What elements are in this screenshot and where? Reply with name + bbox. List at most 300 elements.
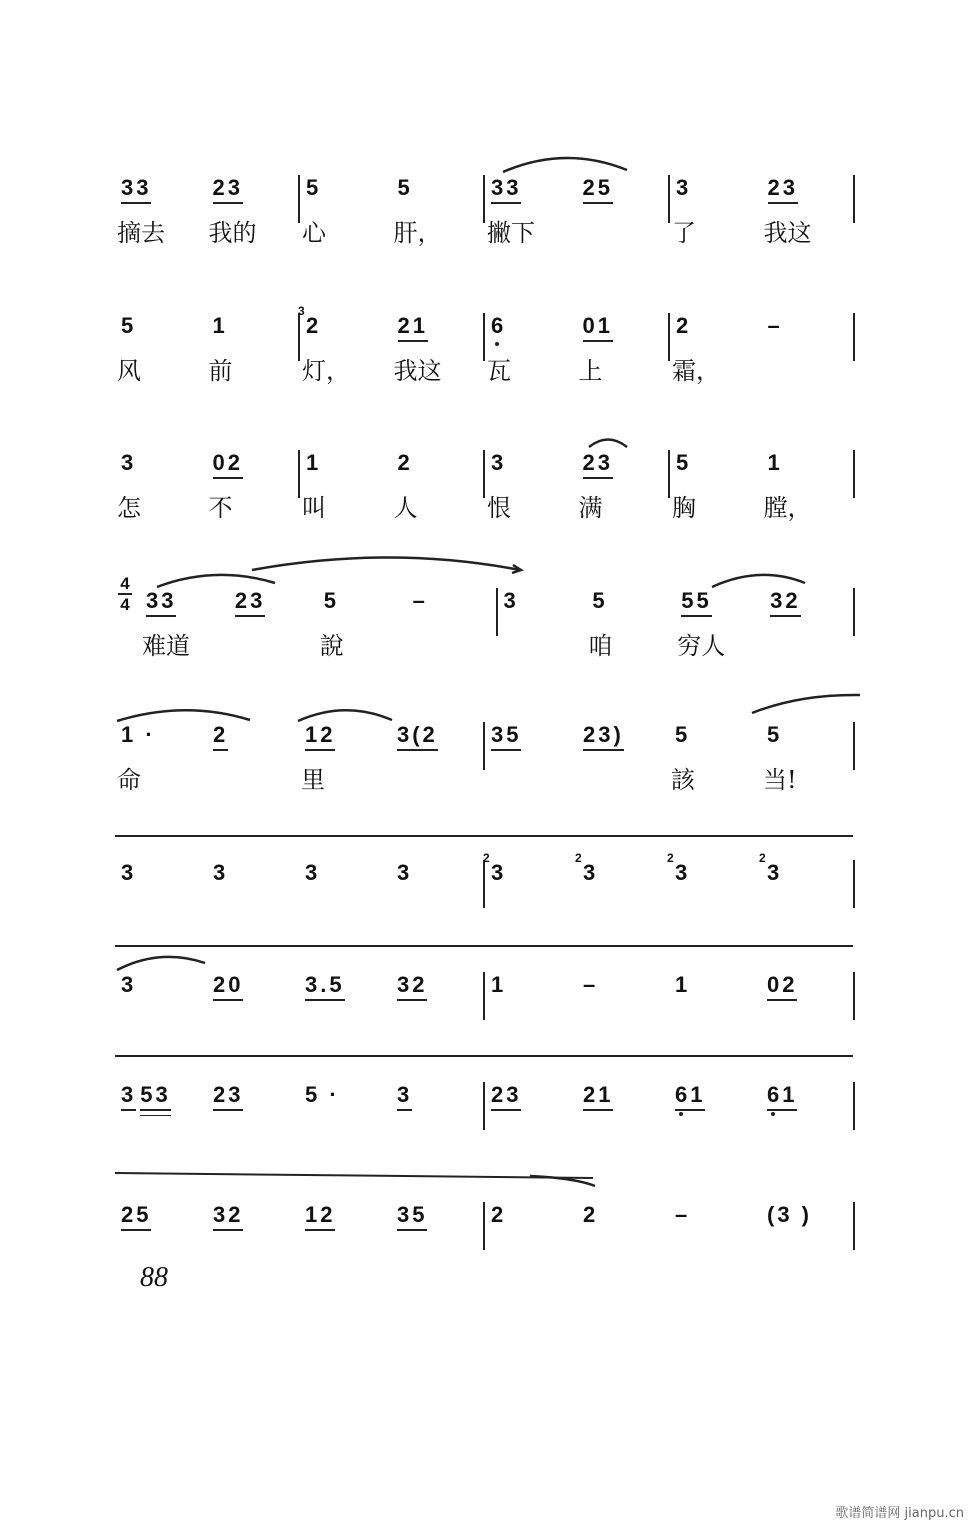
note-text: 3 — [767, 860, 783, 885]
note-group — [306, 175, 325, 201]
note — [767, 1202, 812, 1228]
note — [397, 1082, 412, 1111]
note — [675, 722, 690, 748]
note — [121, 313, 136, 339]
note — [583, 313, 613, 342]
beat — [207, 450, 299, 522]
note-text: 25 — [121, 1202, 152, 1227]
measure — [115, 175, 298, 247]
measure — [115, 722, 483, 794]
beat — [577, 313, 669, 385]
note — [324, 588, 339, 614]
time-signature-top: 4 — [120, 574, 130, 593]
note — [768, 450, 783, 476]
lyric: 不 — [208, 494, 233, 522]
lyric: 怎 — [117, 494, 141, 522]
note-text: 1 — [491, 972, 507, 997]
note — [483, 851, 507, 886]
note-group — [575, 851, 602, 886]
note-group — [121, 972, 140, 998]
note-group — [305, 1202, 339, 1231]
lyric: 恨 — [487, 494, 511, 522]
note-text: 3.5 — [305, 972, 345, 997]
lyric: 里 — [301, 766, 325, 794]
note-group — [681, 588, 715, 617]
beat — [670, 175, 762, 247]
note-text: – — [675, 1202, 691, 1227]
note-text: 3 — [491, 450, 507, 475]
beat — [669, 1082, 761, 1130]
note — [397, 972, 427, 1001]
note — [491, 722, 521, 751]
note-group — [592, 588, 611, 614]
note-group — [491, 972, 510, 998]
lyric: 风 — [117, 357, 141, 385]
measure — [298, 304, 483, 385]
note-group — [768, 450, 787, 476]
beat — [577, 175, 669, 223]
note-text: 5 — [323, 588, 339, 613]
note-text: 61 — [767, 1082, 798, 1107]
note-group — [767, 1082, 801, 1111]
note-group — [675, 1202, 694, 1228]
beat — [115, 1082, 207, 1130]
note-group — [213, 1202, 247, 1231]
lyric: 該 — [671, 766, 695, 794]
beat — [229, 588, 318, 636]
note — [305, 972, 345, 1001]
beat — [299, 1082, 391, 1130]
note-text: 3 — [305, 860, 321, 885]
beat — [207, 972, 299, 1020]
lyric: 穷人 — [677, 632, 726, 660]
note — [675, 1202, 690, 1228]
beat — [759, 851, 853, 908]
beat — [318, 588, 407, 660]
note — [676, 450, 691, 476]
beat — [761, 1082, 853, 1130]
note — [213, 175, 243, 204]
note-group — [121, 313, 140, 339]
note — [583, 175, 613, 204]
note-group — [397, 972, 431, 1001]
note-group — [583, 1082, 617, 1111]
note-text: 23 — [767, 175, 798, 200]
note-text: (3 ) — [767, 1202, 812, 1227]
note-text: 2 — [306, 313, 322, 338]
note-text: 35 — [491, 722, 522, 747]
lyric: 了 — [672, 219, 696, 247]
lyric: 人 — [393, 494, 418, 522]
note-group — [767, 722, 786, 748]
note-group — [146, 588, 180, 617]
note-text: – — [412, 588, 428, 613]
slur — [117, 957, 205, 970]
note-group — [213, 972, 247, 1001]
measure — [483, 851, 855, 908]
note-text: 1 — [767, 450, 783, 475]
note-group — [298, 304, 325, 339]
note-group — [491, 1082, 525, 1111]
lyric: 心 — [302, 219, 326, 247]
score-row — [115, 851, 855, 920]
staff-divider — [115, 1055, 853, 1057]
note — [397, 1202, 427, 1231]
note — [213, 972, 243, 1001]
note — [592, 588, 607, 614]
note-text: 32 — [770, 588, 801, 613]
beat — [391, 1082, 483, 1130]
beat — [577, 1202, 669, 1250]
note-group — [583, 722, 628, 751]
note — [213, 722, 228, 751]
note-group — [583, 450, 617, 479]
measure — [668, 450, 855, 522]
beat — [670, 450, 762, 522]
note-group — [121, 860, 140, 886]
note-text: 1 — [306, 450, 322, 475]
note-text: 12 — [305, 722, 336, 747]
note — [676, 313, 691, 339]
note-group — [235, 588, 269, 617]
beat — [675, 588, 764, 660]
note — [213, 1082, 243, 1111]
note-group — [759, 851, 786, 886]
note — [397, 722, 438, 751]
slur — [712, 575, 805, 587]
measure — [483, 722, 855, 794]
note — [491, 972, 506, 998]
beat — [670, 313, 762, 385]
note — [298, 304, 322, 339]
note — [213, 1202, 243, 1231]
note — [398, 175, 413, 201]
beat — [577, 450, 669, 522]
score-row — [115, 1202, 855, 1262]
note-text: 25 — [582, 175, 613, 200]
beat — [667, 851, 761, 908]
note-group — [213, 860, 232, 886]
lyric: 难道 — [142, 632, 190, 660]
note-text: 1 · — [121, 722, 156, 747]
note-text: 2 — [583, 1202, 599, 1227]
note — [583, 450, 613, 479]
score-row — [115, 450, 855, 522]
note-text: 3 — [675, 860, 691, 885]
lyric: 当! — [763, 766, 797, 794]
note — [681, 588, 711, 617]
beat — [764, 588, 853, 636]
note — [121, 175, 151, 204]
note — [768, 313, 783, 339]
note-group — [305, 860, 324, 886]
note-group — [121, 1202, 155, 1231]
note — [121, 722, 156, 748]
note — [397, 860, 412, 886]
note-text: 02 — [767, 972, 798, 997]
score-row — [115, 972, 855, 1032]
measure — [483, 1082, 855, 1130]
note-group — [305, 972, 349, 1001]
staff-divider — [115, 945, 853, 947]
beat — [207, 1202, 299, 1250]
beat — [391, 972, 483, 1020]
beat — [485, 972, 577, 1020]
note-group — [676, 175, 695, 201]
note-text: 5 — [306, 175, 322, 200]
note-text: 2 — [676, 313, 692, 338]
measure — [483, 1202, 855, 1250]
note — [583, 1082, 613, 1111]
note-text: 23 — [212, 175, 243, 200]
beat — [577, 722, 669, 770]
note — [306, 175, 321, 201]
slur — [252, 558, 520, 571]
note-text: 12 — [305, 1202, 336, 1227]
lyric: 膛， — [763, 494, 812, 522]
note-text: 2 — [491, 1202, 507, 1227]
beat — [485, 175, 577, 247]
note — [305, 860, 320, 886]
note — [675, 1082, 705, 1111]
note-text: 1 — [212, 313, 228, 338]
beat — [392, 175, 484, 247]
note-group — [213, 175, 247, 204]
measure — [115, 972, 483, 1020]
note — [491, 1082, 521, 1111]
note-group — [676, 450, 695, 476]
note-text: 01 — [582, 313, 613, 338]
lyric: 我这 — [763, 219, 812, 247]
beat — [115, 313, 207, 385]
beat — [115, 860, 207, 908]
beat — [115, 722, 207, 794]
note-text: 2 — [213, 722, 229, 747]
lyric: 我的 — [208, 219, 257, 247]
measure — [483, 972, 855, 1020]
measure — [483, 175, 668, 247]
note-group — [583, 175, 617, 204]
note-group — [413, 588, 432, 614]
note-text: 23 — [234, 588, 266, 613]
lyric: 摘去 — [117, 219, 165, 247]
lyric: 肝， — [393, 219, 442, 247]
note-text: 53 — [140, 1082, 171, 1107]
note-text: 23) — [583, 722, 624, 747]
note — [575, 851, 599, 886]
slur — [503, 158, 627, 172]
note-text: 20 — [213, 972, 244, 997]
beat — [577, 972, 669, 1020]
note-text: 3 — [583, 860, 599, 885]
measure — [483, 313, 668, 385]
measure — [115, 1082, 483, 1130]
beat — [299, 972, 391, 1020]
score-row — [115, 1082, 855, 1142]
note — [491, 313, 506, 339]
note-text: 5 — [592, 588, 608, 613]
note — [213, 450, 243, 479]
beat — [485, 450, 577, 522]
beat — [207, 313, 299, 385]
note-text: 5 — [675, 722, 691, 747]
beat — [483, 851, 577, 908]
note-group — [491, 722, 525, 751]
beat — [392, 313, 484, 385]
beat — [485, 722, 577, 770]
lyric: 胸 — [672, 494, 696, 522]
beat — [300, 175, 392, 247]
grace-note: 3 — [298, 304, 308, 318]
note-text: 32 — [213, 1202, 244, 1227]
page-number: 88 — [140, 1262, 168, 1293]
beat — [298, 304, 392, 385]
note-group — [667, 851, 694, 886]
measure — [140, 588, 496, 660]
note — [767, 1082, 797, 1111]
slur — [752, 695, 860, 713]
lyric: 叫 — [302, 494, 326, 522]
beat — [115, 175, 207, 247]
note-group — [213, 722, 232, 751]
note-group — [768, 313, 787, 339]
note-group — [306, 450, 325, 476]
measure — [496, 588, 856, 660]
slur — [117, 710, 250, 721]
note-text: 32 — [397, 972, 428, 997]
note-text: 3 — [121, 1082, 137, 1107]
note-text: 5 — [121, 313, 137, 338]
beat — [391, 860, 483, 908]
note-text: 1 — [675, 972, 691, 997]
note — [306, 450, 321, 476]
lyric: 說 — [319, 632, 344, 660]
note-text: 02 — [212, 450, 243, 475]
note-group — [491, 175, 525, 204]
note — [121, 1202, 151, 1231]
beat — [485, 1082, 577, 1130]
beat — [669, 1202, 761, 1250]
measure — [115, 313, 298, 385]
beat — [115, 450, 207, 522]
note — [667, 851, 691, 886]
beat — [299, 860, 391, 908]
beat — [299, 1202, 391, 1250]
note — [675, 972, 690, 998]
note — [121, 860, 136, 886]
beat — [761, 972, 853, 1020]
note — [676, 175, 691, 201]
note-group — [213, 1082, 247, 1111]
note-text: 5 — [767, 722, 783, 747]
time-signature — [118, 575, 132, 613]
measure — [115, 1202, 483, 1250]
note-group — [305, 722, 339, 751]
note — [767, 722, 782, 748]
note — [491, 175, 521, 204]
measure — [668, 175, 855, 247]
beat — [762, 313, 854, 361]
note — [146, 588, 176, 617]
note — [305, 1082, 340, 1108]
note — [305, 722, 335, 751]
beat — [391, 722, 483, 770]
beat — [207, 722, 299, 770]
note-text: – — [583, 972, 599, 997]
score-row — [115, 722, 855, 794]
measure — [115, 860, 483, 908]
beat — [140, 588, 229, 660]
time-signature-bottom: 4 — [120, 595, 130, 614]
beat — [299, 722, 391, 794]
note — [121, 972, 136, 998]
measure — [115, 450, 298, 522]
beat — [762, 175, 854, 247]
slur — [589, 440, 627, 448]
note-group — [491, 313, 510, 339]
slur — [157, 575, 275, 587]
staff-divider — [115, 835, 853, 837]
lyric: 瓦 — [487, 357, 511, 385]
note-group — [491, 450, 510, 476]
note-text: 2 — [397, 450, 413, 475]
note-group — [213, 313, 232, 339]
beat — [586, 588, 675, 660]
note — [398, 313, 428, 342]
slur — [298, 710, 392, 721]
note-group — [397, 722, 442, 751]
note-text: 23 — [213, 1082, 244, 1107]
arrow-head — [512, 565, 521, 573]
lyric: 撇下 — [487, 219, 535, 247]
note — [583, 722, 624, 751]
lyric: 霜， — [672, 357, 720, 385]
note-text: 3 — [121, 450, 137, 475]
beat — [498, 588, 587, 636]
note-group — [583, 1202, 602, 1228]
note-text: 33 — [491, 175, 522, 200]
note-group — [583, 313, 617, 342]
note — [121, 1082, 136, 1111]
note — [305, 1202, 335, 1231]
beat — [669, 722, 761, 794]
note — [413, 588, 428, 614]
note-text: 5 — [397, 175, 413, 200]
note-text: 61 — [675, 1082, 706, 1107]
note-text: 5 · — [305, 1082, 340, 1107]
note-text: 6 — [491, 313, 507, 338]
note-text: 3 — [676, 175, 692, 200]
lyric: 满 — [578, 494, 603, 522]
beat — [577, 1082, 669, 1130]
beat — [207, 860, 299, 908]
note-text: 33 — [146, 588, 177, 613]
watermark: 歌谱简谱网 jianpu.cn — [835, 1506, 964, 1521]
grace-note: 2 — [483, 851, 493, 865]
beat — [207, 175, 299, 247]
beat — [392, 450, 484, 522]
beat — [407, 588, 496, 636]
beat — [485, 313, 577, 385]
note-group — [324, 588, 343, 614]
note-text: 3 — [397, 1082, 413, 1107]
note — [491, 450, 506, 476]
note-group — [676, 313, 695, 339]
note — [583, 1202, 598, 1228]
lyric: 上 — [578, 357, 603, 385]
note — [770, 588, 800, 617]
beat — [207, 1082, 299, 1130]
